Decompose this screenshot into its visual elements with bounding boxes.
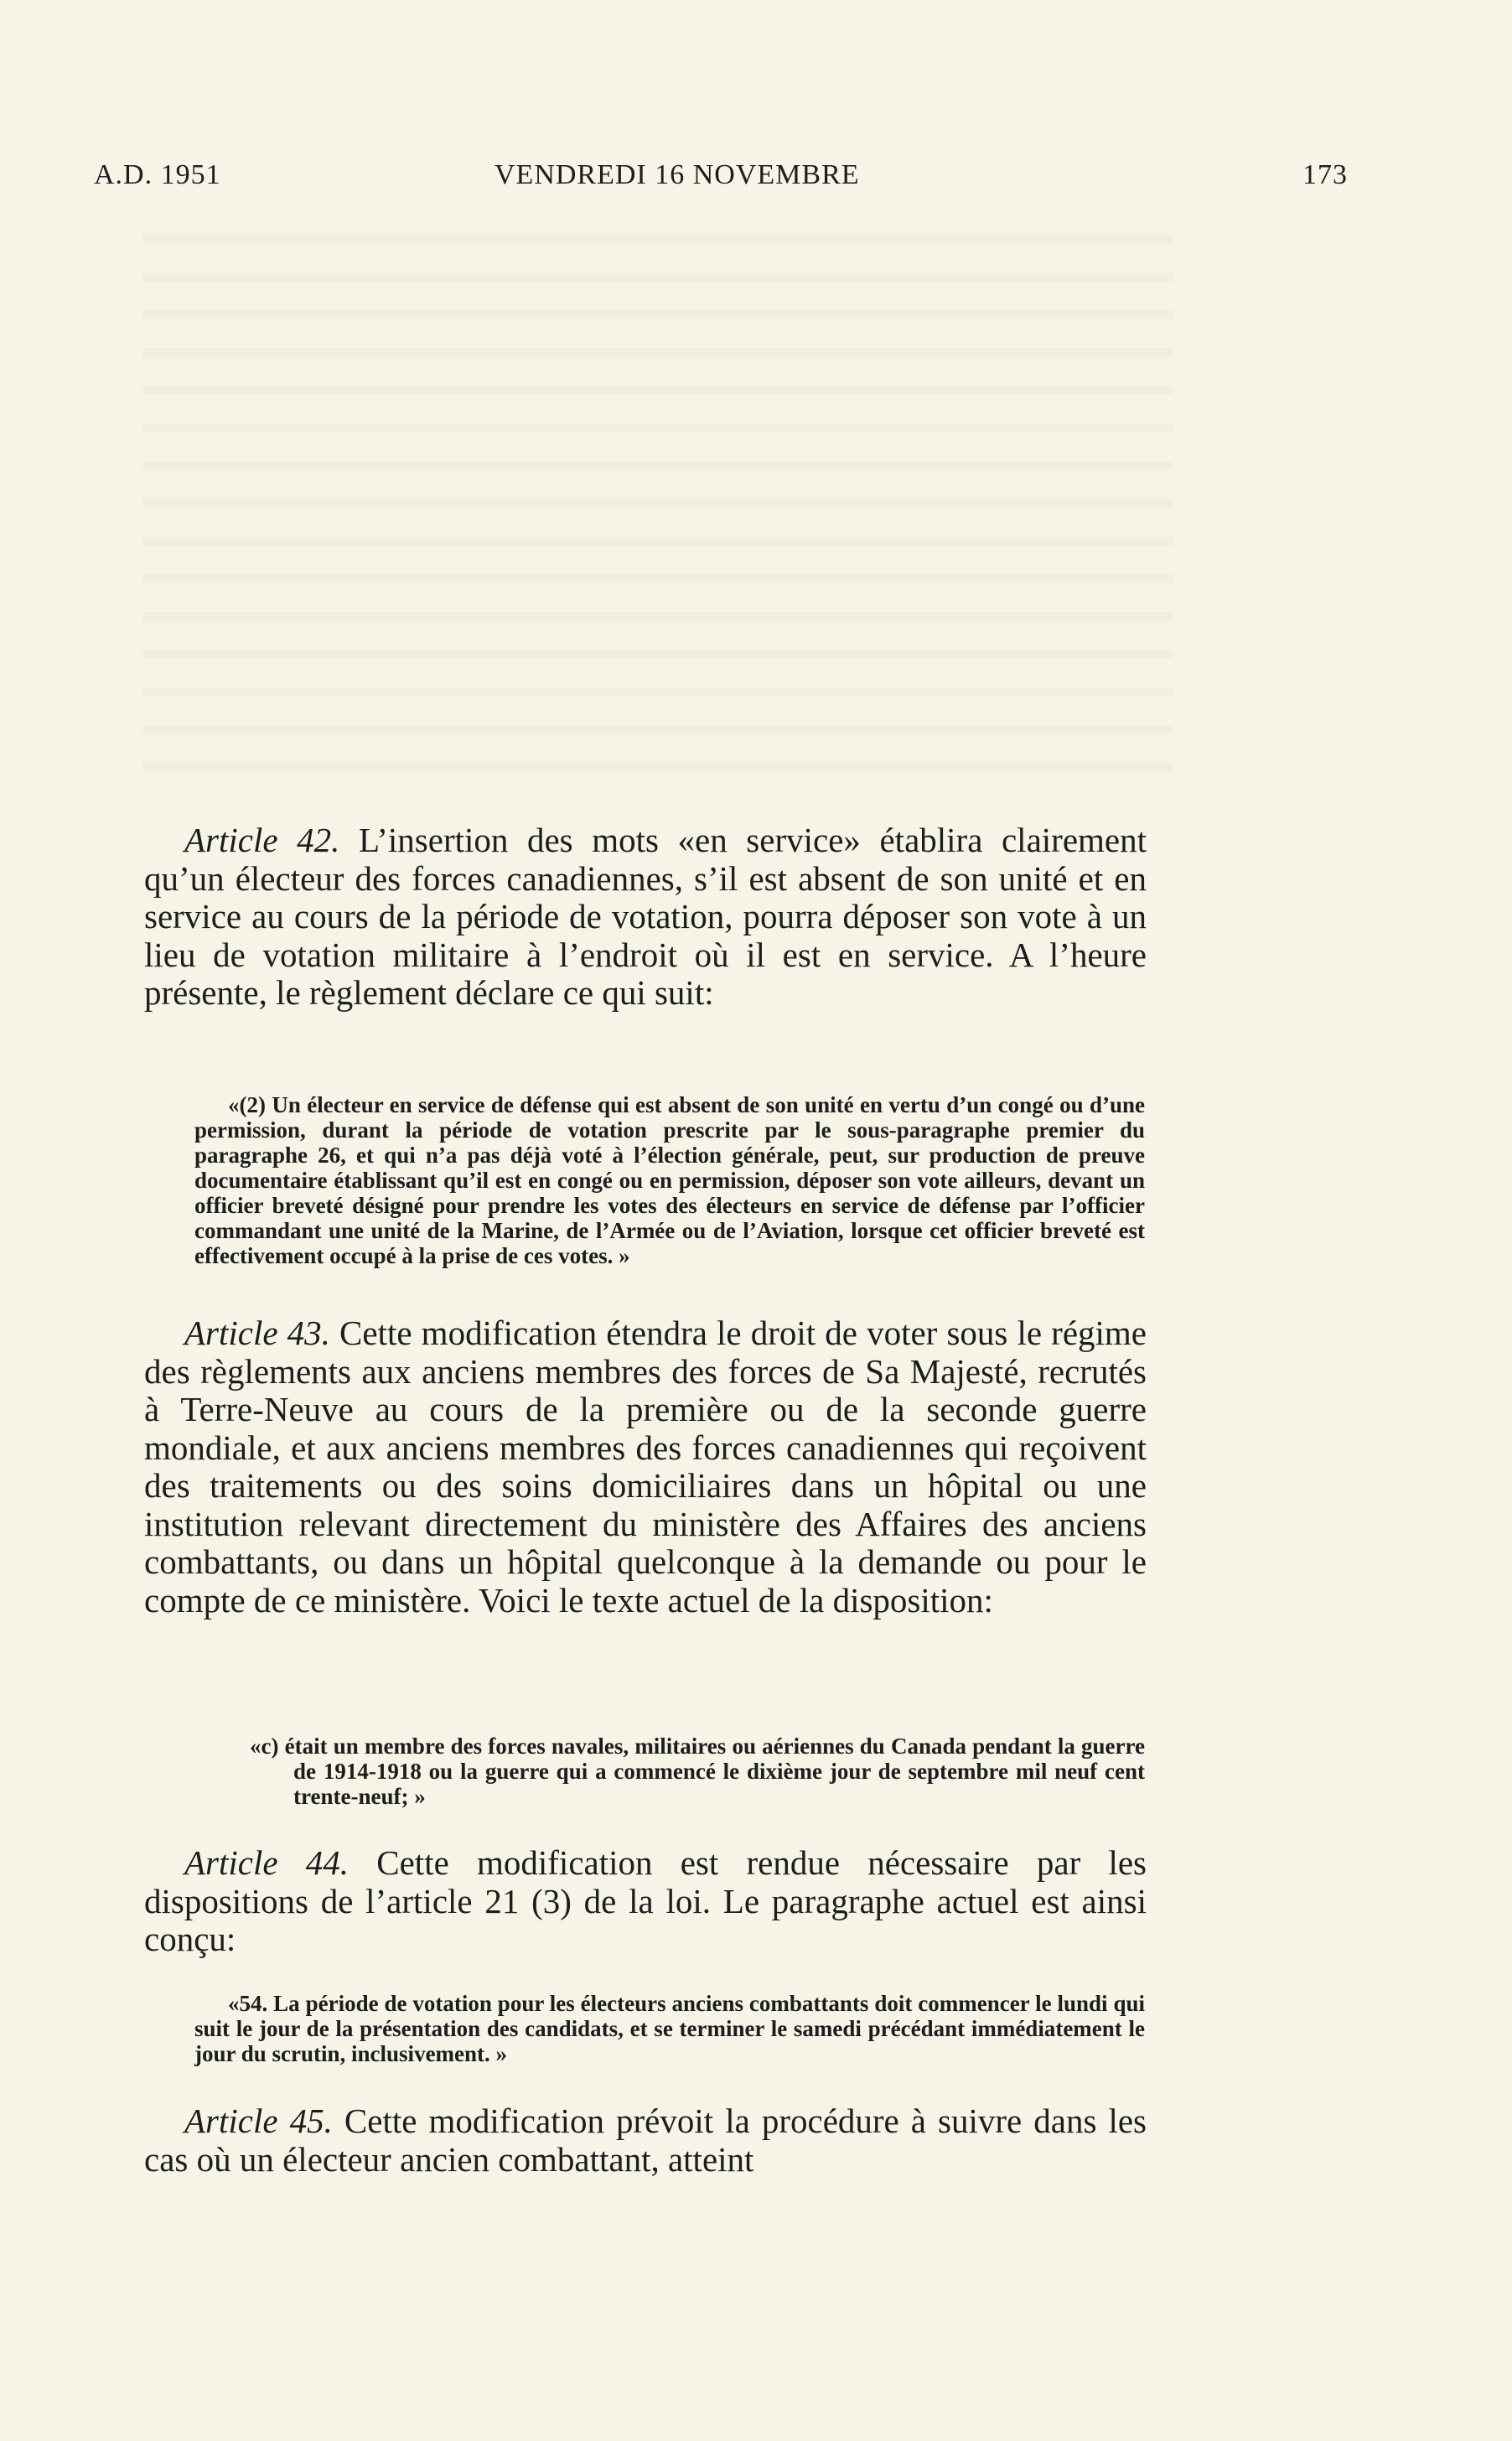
page-number: 173	[1302, 159, 1348, 190]
article-45-label: Article 45.	[184, 2102, 333, 2140]
article-45-text: Cette modification prévoit la procédure à suivre dans les cas où un électeur ancien combattant, atteint	[144, 2102, 1147, 2179]
article-45-paragraph	[144, 2102, 1147, 2179]
header-year: A.D. 1951	[94, 159, 221, 190]
article-42-text: L’insertion des mots «en service» établira clairement qu’un électeur des forces canadiennes, s’il est absent de son unité et en service au cours de la période de votation, pourra déposer son vote à un lieu de votation militaire à l’endroit où il est en service. A l’heure présente, le règlement déclare ce qui suit:	[144, 821, 1147, 1012]
bleed-through-texture	[142, 210, 1173, 796]
article-44-text: Cette modification est rendue nécessaire par les dispositions de l’article 21 (3) de la loi. Le paragraphe actuel est ainsi conçu:	[144, 1843, 1147, 1958]
article-43-paragraph	[144, 1314, 1147, 1620]
article-43-label: Article 43.	[184, 1314, 330, 1352]
article-44-quote: «54. La période de votation pour les électeurs anciens combattants doit commencer le lundi qui suit le jour de la présentation des candidats, et se terminer le samedi précédant immédiatement le jour du scrutin, inclusivement. »	[194, 1991, 1145, 2066]
article-42-paragraph	[144, 821, 1147, 1013]
header-date: VENDREDI 16 NOVEMBRE	[495, 159, 860, 190]
article-44-label: Article 44.	[184, 1843, 350, 1882]
article-43-quote: «c) était un membre des forces navales, militaires ou aériennes du Canada pendant la guerre de 1914-1918 ou la guerre qui a commencé le dixième jour de septembre mil neuf cent trente-neuf; »	[250, 1734, 1145, 1809]
article-42-label: Article 42.	[184, 821, 340, 859]
page-header	[94, 159, 1348, 193]
article-44-paragraph	[144, 1844, 1147, 1959]
article-43-text: Cette modification étendra le droit de voter sous le régime des règlements aux anciens membres des forces de Sa Majesté, recrutés à Terre-Neuve au cours de la première ou de la seconde guerre mondiale, et aux anciens membres des forces canadiennes qui reçoivent des traitements ou des soins domiciliaires dans un hôpital ou une institution relevant directement du ministère des Affaires des anciens combattants, ou dans un hôpital quelconque à la demande ou pour le compte de ce ministère. Voici le texte actuel de la disposition:	[144, 1314, 1147, 1620]
article-42-quote: «(2) Un électeur en service de défense qui est absent de son unité en vertu d’un congé ou d’une permission, durant la période de votation prescrite par le sous-paragraphe premier du paragraphe 26, et qui n’a pas déjà voté à l’élection générale, peut, sur production de preuve documentaire établissant qu’il est en congé ou en permission, déposer son vote ailleurs, devant un officier breveté désigné pour prendre les votes des électeurs en service de défense par l’officier commandant une unité de la Marine, de l’Armée ou de l’Aviation, lorsque cet officier breveté est effectivement occupé à la prise de ces votes. »	[194, 1092, 1145, 1268]
